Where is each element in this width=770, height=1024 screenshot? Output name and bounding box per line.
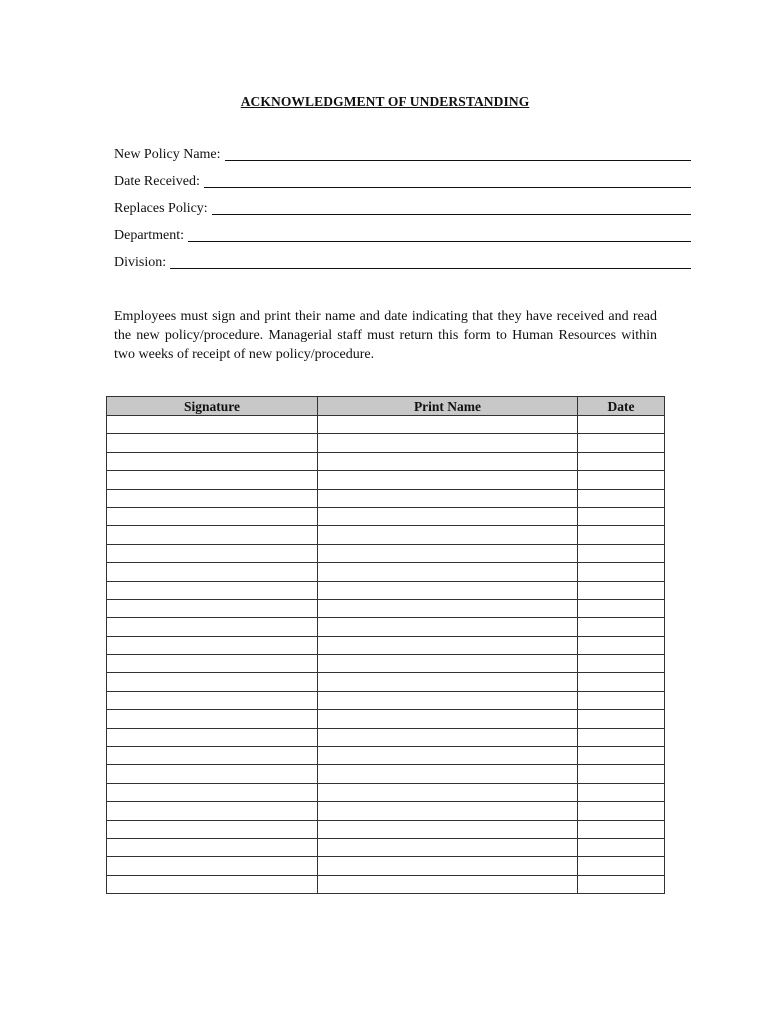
print-name-cell[interactable]	[318, 673, 578, 691]
date-cell[interactable]	[578, 581, 665, 599]
table-row	[107, 820, 665, 838]
date-column-header: Date	[578, 397, 665, 416]
date-cell[interactable]	[578, 618, 665, 636]
table-row	[107, 691, 665, 709]
table-row	[107, 563, 665, 581]
print-name-cell[interactable]	[318, 471, 578, 489]
signature-cell[interactable]	[107, 599, 318, 617]
date-cell[interactable]	[578, 747, 665, 765]
signature-cell[interactable]	[107, 783, 318, 801]
signature-cell[interactable]	[107, 875, 318, 893]
signature-cell[interactable]	[107, 507, 318, 525]
table-row	[107, 747, 665, 765]
signature-cell[interactable]	[107, 434, 318, 452]
signature-cell[interactable]	[107, 820, 318, 838]
print-name-cell[interactable]	[318, 857, 578, 875]
print-name-cell[interactable]	[318, 820, 578, 838]
signoff-table-body	[107, 416, 665, 894]
date-received-line[interactable]	[204, 172, 691, 188]
table-row	[107, 599, 665, 617]
date-received-field[interactable]	[114, 170, 691, 190]
print-name-cell[interactable]	[318, 599, 578, 617]
signature-cell[interactable]	[107, 636, 318, 654]
signoff-table	[106, 396, 665, 894]
print-name-cell[interactable]	[318, 838, 578, 856]
document-title: ACKNOWLEDGMENT OF UNDERSTANDING	[240, 94, 530, 109]
print-name-cell[interactable]	[318, 875, 578, 893]
replaces-policy-field[interactable]	[114, 197, 691, 217]
department-field[interactable]	[114, 224, 691, 244]
print-name-cell[interactable]	[318, 452, 578, 470]
signature-column-header: Signature	[107, 397, 318, 416]
table-row	[107, 544, 665, 562]
print-name-cell[interactable]	[318, 802, 578, 820]
date-cell[interactable]	[578, 636, 665, 654]
table-row	[107, 618, 665, 636]
print-name-column-header: Print Name	[318, 397, 578, 416]
instructions-paragraph: Employees must sign and print their name and date indicating that they have received and read the new policy/procedure. Managerial staff must return this form to Human Resources within two weeks of receipt of new policy/procedure.	[114, 309, 657, 362]
replaces-policy-label: Replaces Policy:	[114, 201, 208, 216]
date-cell[interactable]	[578, 820, 665, 838]
signature-cell[interactable]	[107, 710, 318, 728]
date-cell[interactable]	[578, 765, 665, 783]
table-row	[107, 507, 665, 525]
replaces-policy-line[interactable]	[212, 199, 691, 215]
table-row	[107, 471, 665, 489]
table-row	[107, 636, 665, 654]
date-cell[interactable]	[578, 728, 665, 746]
date-cell[interactable]	[578, 655, 665, 673]
table-row	[107, 783, 665, 801]
print-name-cell[interactable]	[318, 710, 578, 728]
department-label: Department:	[114, 228, 184, 243]
print-name-cell[interactable]	[318, 618, 578, 636]
date-cell[interactable]	[578, 471, 665, 489]
signature-cell[interactable]	[107, 765, 318, 783]
print-name-cell[interactable]	[318, 563, 578, 581]
table-row	[107, 838, 665, 856]
signature-cell[interactable]	[107, 673, 318, 691]
print-name-cell[interactable]	[318, 747, 578, 765]
print-name-cell[interactable]	[318, 783, 578, 801]
signature-cell[interactable]	[107, 802, 318, 820]
signature-cell[interactable]	[107, 489, 318, 507]
new-policy-name-label: New Policy Name:	[114, 147, 221, 162]
table-row	[107, 728, 665, 746]
table-header-row	[107, 397, 665, 416]
signature-cell[interactable]	[107, 563, 318, 581]
table-row	[107, 802, 665, 820]
signature-cell[interactable]	[107, 581, 318, 599]
signature-cell[interactable]	[107, 618, 318, 636]
date-cell[interactable]	[578, 875, 665, 893]
date-received-label: Date Received:	[114, 174, 200, 189]
date-cell[interactable]	[578, 802, 665, 820]
print-name-cell[interactable]	[318, 526, 578, 544]
date-cell[interactable]	[578, 434, 665, 452]
table-row	[107, 765, 665, 783]
table-row	[107, 875, 665, 893]
signature-cell[interactable]	[107, 544, 318, 562]
date-cell[interactable]	[578, 452, 665, 470]
table-row	[107, 434, 665, 452]
table-row	[107, 526, 665, 544]
new-policy-name-line[interactable]	[225, 145, 691, 161]
print-name-cell[interactable]	[318, 728, 578, 746]
table-row	[107, 857, 665, 875]
print-name-cell[interactable]	[318, 655, 578, 673]
date-cell[interactable]	[578, 526, 665, 544]
date-cell[interactable]	[578, 673, 665, 691]
date-cell[interactable]	[578, 563, 665, 581]
signature-cell[interactable]	[107, 655, 318, 673]
table-row	[107, 655, 665, 673]
date-cell[interactable]	[578, 838, 665, 856]
signature-cell[interactable]	[107, 416, 318, 434]
date-cell[interactable]	[578, 783, 665, 801]
print-name-cell[interactable]	[318, 416, 578, 434]
table-row	[107, 581, 665, 599]
print-name-cell[interactable]	[318, 489, 578, 507]
signature-cell[interactable]	[107, 691, 318, 709]
signature-cell[interactable]	[107, 857, 318, 875]
print-name-cell[interactable]	[318, 765, 578, 783]
signature-cell[interactable]	[107, 452, 318, 470]
table-row	[107, 452, 665, 470]
print-name-cell[interactable]	[318, 691, 578, 709]
division-label: Division:	[114, 255, 167, 270]
signature-cell[interactable]	[107, 838, 318, 856]
date-cell[interactable]	[578, 599, 665, 617]
print-name-cell[interactable]	[318, 636, 578, 654]
signature-cell[interactable]	[107, 471, 318, 489]
new-policy-name-field[interactable]	[114, 143, 691, 163]
date-cell[interactable]	[578, 857, 665, 875]
print-name-cell[interactable]	[318, 507, 578, 525]
department-line[interactable]	[188, 226, 691, 242]
date-cell[interactable]	[578, 691, 665, 709]
division-line[interactable]	[170, 253, 691, 269]
table-row	[107, 489, 665, 507]
date-cell[interactable]	[578, 507, 665, 525]
signature-cell[interactable]	[107, 728, 318, 746]
division-field[interactable]	[114, 251, 691, 271]
print-name-cell[interactable]	[318, 434, 578, 452]
print-name-cell[interactable]	[318, 581, 578, 599]
signature-cell[interactable]	[107, 526, 318, 544]
print-name-cell[interactable]	[318, 544, 578, 562]
date-cell[interactable]	[578, 710, 665, 728]
signature-cell[interactable]	[107, 747, 318, 765]
table-row	[107, 710, 665, 728]
date-cell[interactable]	[578, 416, 665, 434]
date-cell[interactable]	[578, 489, 665, 507]
table-row	[107, 673, 665, 691]
table-row	[107, 416, 665, 434]
date-cell[interactable]	[578, 544, 665, 562]
